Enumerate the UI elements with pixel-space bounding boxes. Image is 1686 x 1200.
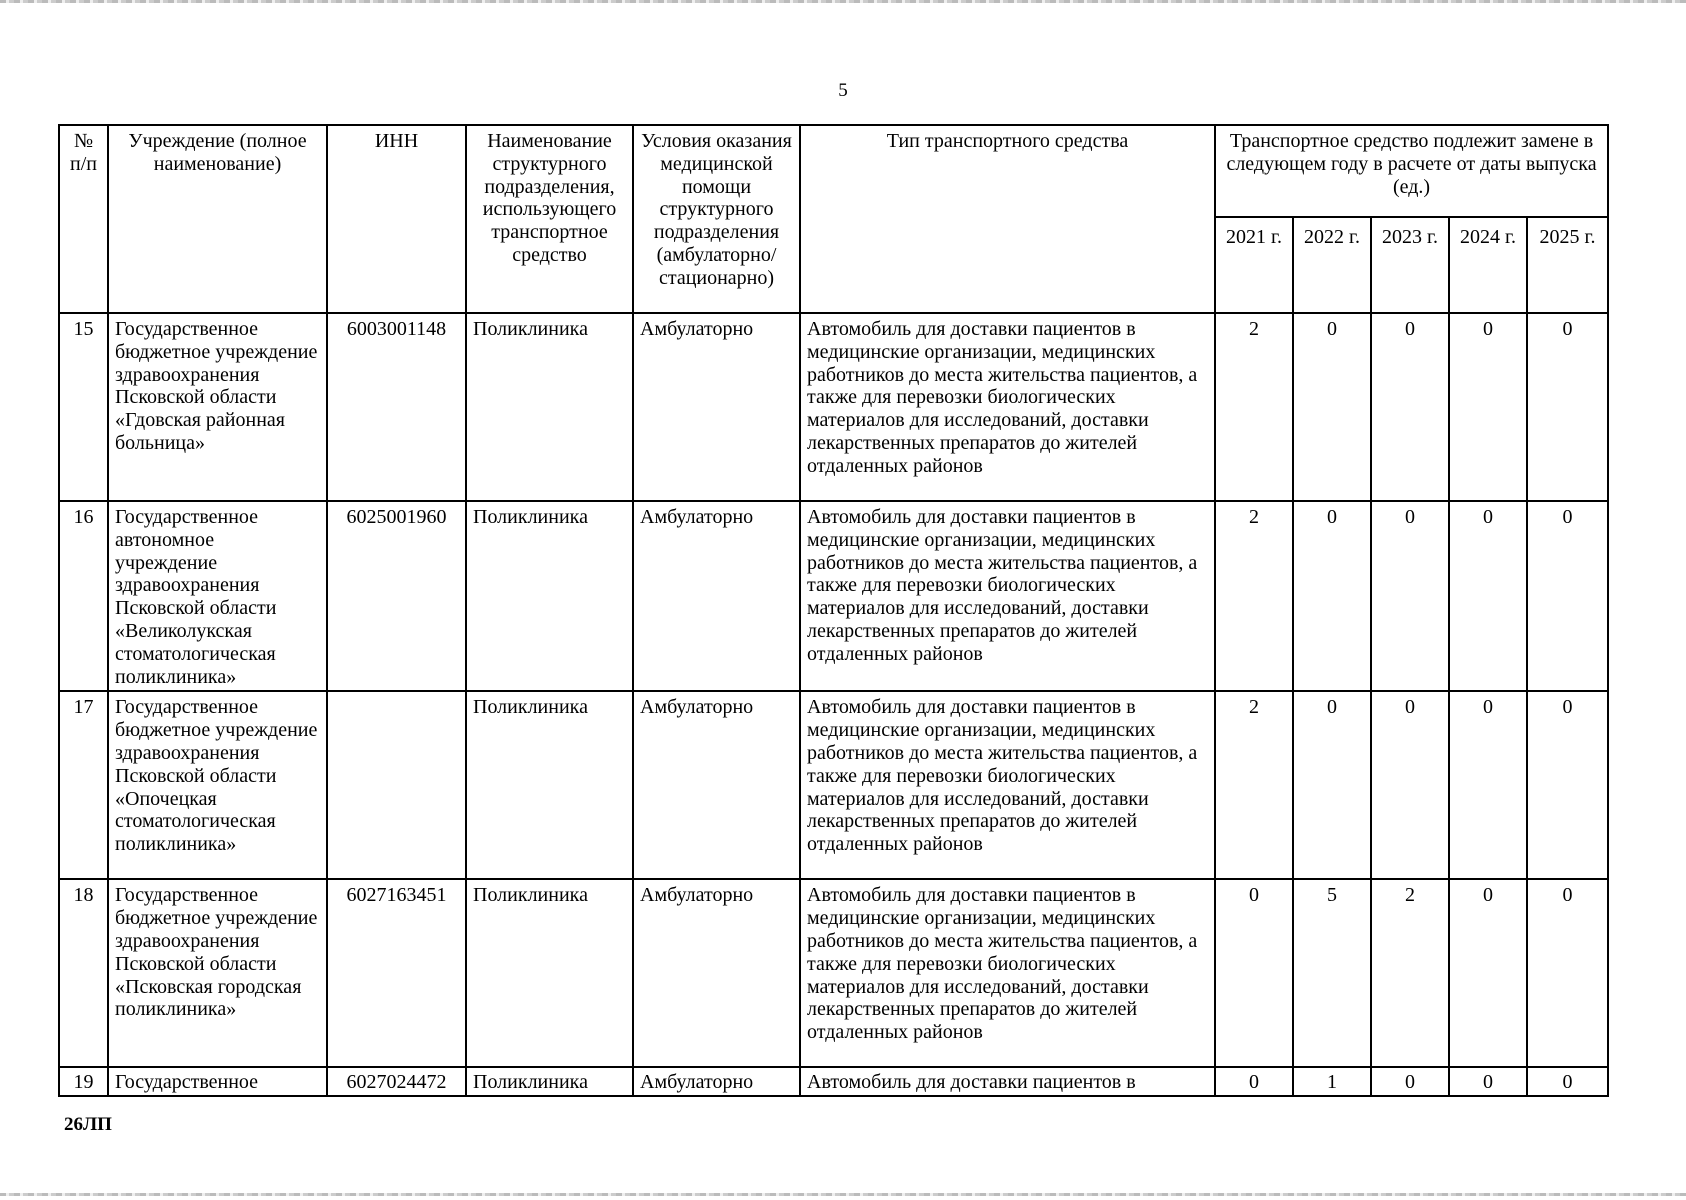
- cell-year-2025: 0: [1527, 501, 1608, 691]
- table-header-row: [59, 125, 1608, 217]
- header-num: № п/п: [59, 125, 108, 313]
- table-row: [59, 691, 1608, 879]
- header-year-2024: 2024 г.: [1449, 217, 1527, 313]
- cell-conditions: Амбулаторно: [633, 501, 800, 691]
- cell-conditions: Амбулаторно: [633, 313, 800, 501]
- cell-division: Поликлиника: [466, 1067, 633, 1096]
- cell-division: Поликлиника: [466, 691, 633, 879]
- cell-division: Поликлиника: [466, 501, 633, 691]
- cell-division: Поликлиника: [466, 313, 633, 501]
- cell-vehicle-type: Автомобиль для доставки пациентов в медицинские организации, медицинских работников до места жительства пациентов, а также для перевозки биологических материалов для исследований, доставки лекарственных препаратов до жителей отдаленных районов: [800, 501, 1215, 691]
- cell-year-2023: 2: [1371, 879, 1449, 1067]
- cell-inn: 6025001960: [327, 501, 466, 691]
- cell-year-2023: 0: [1371, 1067, 1449, 1096]
- footer-code: 26ЛП: [64, 1114, 112, 1135]
- cell-year-2024: 0: [1449, 313, 1527, 501]
- cell-conditions: Амбулаторно: [633, 879, 800, 1067]
- cell-year-2025: 0: [1527, 691, 1608, 879]
- cell-year-2025: 0: [1527, 1067, 1608, 1096]
- cell-year-2021: 2: [1215, 691, 1293, 879]
- header-year-2021: 2021 г.: [1215, 217, 1293, 313]
- cell-year-2021: 0: [1215, 879, 1293, 1067]
- table-row: [59, 879, 1608, 1067]
- header-vehicle-type: Тип транспортного средства: [800, 125, 1215, 313]
- cell-institution: Государственное автономное учреждение здравоохранения Псковской области «Великолукская стоматологическая поликлиника»: [108, 501, 327, 691]
- cell-division: Поликлиника: [466, 879, 633, 1067]
- cell-institution: Государственное бюджетное учреждение здравоохранения Псковской области «Опочецкая стоматологическая поликлиника»: [108, 691, 327, 879]
- header-year-2023: 2023 г.: [1371, 217, 1449, 313]
- table-row: [59, 501, 1608, 691]
- scan-edge-bottom: [0, 1193, 1686, 1196]
- cell-year-2022: 0: [1293, 501, 1371, 691]
- cell-num: 19: [59, 1067, 108, 1096]
- cell-inn: 6027163451: [327, 879, 466, 1067]
- cell-vehicle-type: Автомобиль для доставки пациентов в медицинские организации, медицинских работников до места жительства пациентов, а также для перевозки биологических материалов для исследований, доставки лекарственных препаратов до жителей отдаленных районов: [800, 691, 1215, 879]
- cell-year-2023: 0: [1371, 313, 1449, 501]
- cell-inn: 6003001148: [327, 313, 466, 501]
- table-row: [59, 313, 1608, 501]
- header-conditions: Условия оказания медицинской помощи структурного подразделения (амбулаторно/ стационарно): [633, 125, 800, 313]
- cell-institution: Государственное бюджетное учреждение здравоохранения Псковской области «Гдовская районная больница»: [108, 313, 327, 501]
- cell-num: 15: [59, 313, 108, 501]
- cell-inn: 6027024472: [327, 1067, 466, 1096]
- scan-edge-top: [0, 0, 1686, 3]
- page-number: 5: [838, 80, 848, 101]
- cell-year-2021: 2: [1215, 313, 1293, 501]
- cell-year-2022: 5: [1293, 879, 1371, 1067]
- cell-year-2024: 0: [1449, 1067, 1527, 1096]
- cell-conditions: Амбулаторно: [633, 1067, 800, 1096]
- cell-inn: [327, 691, 466, 879]
- header-division: Наименование структурного подразделения, использующего транспортное средство: [466, 125, 633, 313]
- header-institution: Учреждение (полное наименование): [108, 125, 327, 313]
- cell-num: 16: [59, 501, 108, 691]
- cell-year-2024: 0: [1449, 691, 1527, 879]
- header-year-2025: 2025 г.: [1527, 217, 1608, 313]
- cell-year-2025: 0: [1527, 313, 1608, 501]
- vehicle-table: [58, 124, 1609, 1097]
- cell-num: 17: [59, 691, 108, 879]
- cell-year-2022: 0: [1293, 313, 1371, 501]
- cell-vehicle-type: Автомобиль для доставки пациентов в медицинские организации, медицинских работников до места жительства пациентов, а также для перевозки биологических материалов для исследований, доставки лекарственных препаратов до жителей отдаленных районов: [800, 313, 1215, 501]
- cell-year-2024: 0: [1449, 879, 1527, 1067]
- header-year-2022: 2022 г.: [1293, 217, 1371, 313]
- cell-year-2022: 0: [1293, 691, 1371, 879]
- cell-year-2022: 1: [1293, 1067, 1371, 1096]
- cell-institution: Государственное: [108, 1067, 327, 1096]
- header-replacement-group: Транспортное средство подлежит замене в следующем году в расчете от даты выпуска (ед.): [1215, 125, 1608, 217]
- table-row: [59, 1067, 1608, 1096]
- cell-vehicle-type: Автомобиль для доставки пациентов в: [800, 1067, 1215, 1096]
- cell-num: 18: [59, 879, 108, 1067]
- cell-year-2025: 0: [1527, 879, 1608, 1067]
- cell-year-2021: 0: [1215, 1067, 1293, 1096]
- header-inn: ИНН: [327, 125, 466, 313]
- cell-institution: Государственное бюджетное учреждение здравоохранения Псковской области «Псковская городская поликлиника»: [108, 879, 327, 1067]
- cell-vehicle-type: Автомобиль для доставки пациентов в медицинские организации, медицинских работников до места жительства пациентов, а также для перевозки биологических материалов для исследований, доставки лекарственных препаратов до жителей отдаленных районов: [800, 879, 1215, 1067]
- cell-conditions: Амбулаторно: [633, 691, 800, 879]
- cell-year-2024: 0: [1449, 501, 1527, 691]
- cell-year-2023: 0: [1371, 501, 1449, 691]
- cell-year-2023: 0: [1371, 691, 1449, 879]
- cell-year-2021: 2: [1215, 501, 1293, 691]
